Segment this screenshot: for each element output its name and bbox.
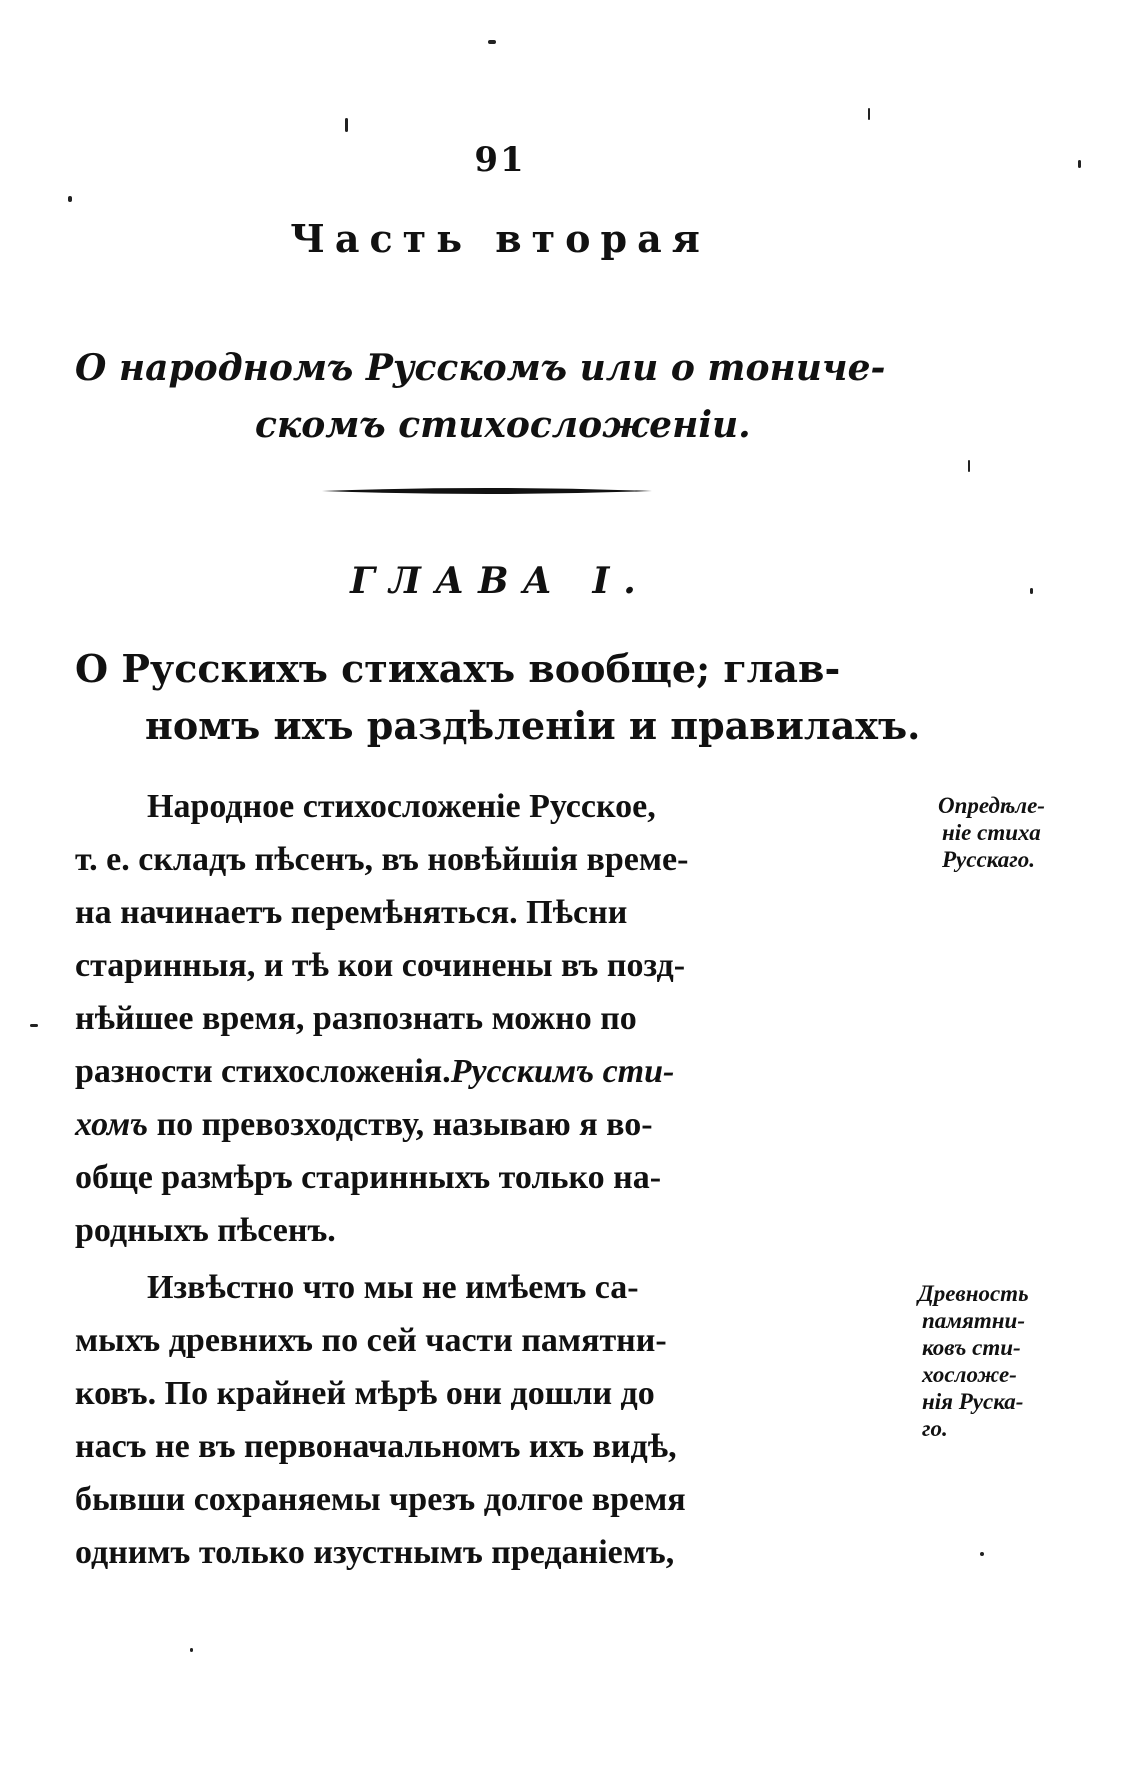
print-speck: [868, 108, 870, 120]
paragraph-line: т. е. складъ пѣсенъ, въ новѣйшія време-: [75, 841, 689, 878]
paragraph-line: родныхъ пѣсенъ.: [75, 1212, 336, 1249]
margin-note-line: Русскаго.: [942, 847, 1035, 872]
print-speck: [1078, 160, 1081, 168]
paragraph-line: насъ не въ первоначальномъ ихъ видѣ,: [75, 1428, 677, 1465]
print-speck: [968, 460, 970, 472]
emphasis-text: хомъ: [75, 1106, 149, 1143]
margin-note-line: нія Руска-: [922, 1389, 1024, 1414]
paragraph-line: [75, 1098, 915, 1151]
emphasis-text: Русскимъ сти-: [450, 1053, 675, 1090]
print-speck: [190, 1648, 193, 1652]
paragraph-line: нѣйшее время, разпознать можно по: [75, 1000, 637, 1037]
print-speck: [1030, 588, 1033, 594]
paragraph-line: однимъ только изустнымъ преданіемъ,: [75, 1534, 675, 1571]
body-text: [75, 780, 915, 1579]
paragraph-line-text: по превозходству, называю я во-: [148, 1106, 653, 1143]
part-subtitle: [75, 340, 905, 454]
paragraph-line: мыхъ древнихъ по сей части памятни-: [75, 1322, 667, 1359]
chapter-heading-line: номъ ихъ раздѣленіи и правилахъ.: [145, 703, 921, 748]
subtitle-line: О народномъ Русскомъ или о тониче-: [75, 347, 886, 389]
part-title: Часть вторая: [290, 216, 710, 261]
print-speck: [488, 40, 496, 44]
rule-line: [322, 486, 652, 496]
paragraph-line: ковъ. По крайней мѣрѣ они дошли до: [75, 1375, 655, 1412]
print-speck: [345, 118, 348, 132]
paragraph-line: бывши сохраняемы чрезъ долгое время: [75, 1481, 686, 1518]
paragraph-line: обще размѣръ старинныхъ только на-: [75, 1159, 662, 1196]
paragraph-line: старинныя, и тѣ кои сочинены въ позд-: [75, 947, 686, 984]
chapter-heading-line: О Русскихъ стихахъ вообще; глав-: [75, 646, 841, 691]
page-number: 91: [474, 140, 526, 180]
margin-note-line: Древность: [918, 1281, 1029, 1306]
margin-note: [918, 1280, 1088, 1442]
paragraph-line-text: разности стихосложенія.: [75, 1053, 451, 1090]
paragraph-line: на начинаетъ перемѣняться. Пѣсни: [75, 894, 628, 931]
margin-note-line: памятни-: [922, 1308, 1026, 1333]
chapter-title: ГЛАВА І.: [350, 560, 650, 602]
paragraph-line: [75, 1045, 915, 1098]
paragraph-line: Извѣстно что мы не имѣемъ са-: [147, 1269, 639, 1306]
print-speck: [68, 196, 72, 202]
print-speck: [30, 1024, 38, 1027]
chapter-heading: [75, 640, 921, 754]
margin-note-line: го.: [922, 1416, 948, 1441]
margin-note-line: Опредѣле-: [938, 793, 1045, 818]
paragraph-line: Народное стихосложеніе Русское,: [147, 788, 656, 825]
print-speck: [980, 1552, 984, 1556]
margin-note: [938, 792, 1108, 873]
margin-note-line: хосложе-: [922, 1362, 1017, 1387]
margin-note-line: ковъ сти-: [922, 1335, 1021, 1360]
subtitle-line: скомъ стихосложеніи.: [255, 404, 751, 446]
decorative-rule: [322, 486, 652, 496]
margin-note-line: ніе стиха: [942, 820, 1041, 845]
